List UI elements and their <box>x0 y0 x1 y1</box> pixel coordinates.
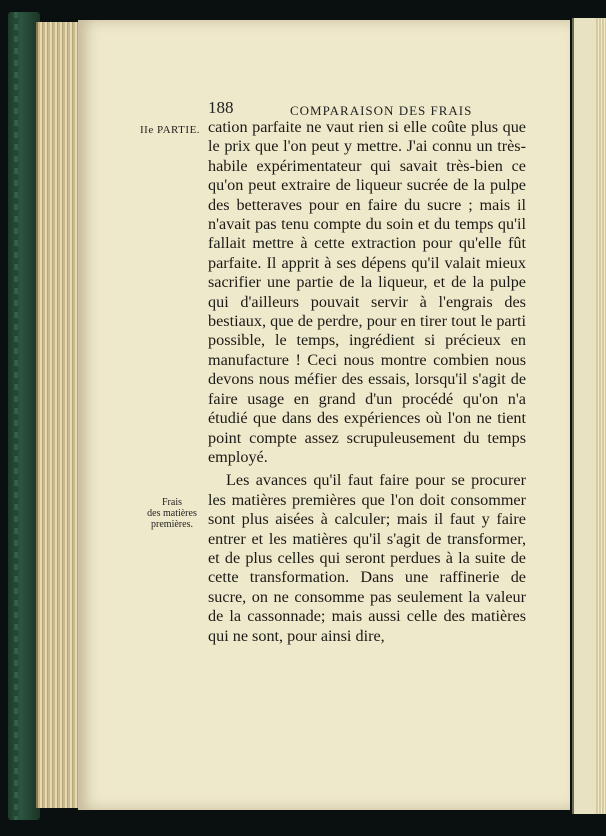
paragraph: Les avances qu'il faut faire pour se procurer les matières premières que l'on doit consommer sont plus aisées à calculer; mais il faut y faire entrer et les matières qu'il s'agit de transformer, et de plus celles qui seront perdues à la suite de cette transformation. Dans une raffinerie de sucre, on ne consomme pas seulement la valeur de la cassonnade; mais aussi celle des matières qui ne sont, pour ainsi dire, <box>208 471 526 645</box>
paragraph: cation parfaite ne vaut rien si elle coûte plus que le prix que l'on peut y mettre. J'ai connu un très-habile expérimentateur qui savait très-bien ce qu'on peut extraire de liqueur sucrée de la pulpe des betteraves pour en faire du sucre ; mais il n'avait pas tenu compte du soin et du temps qu'il fallait mettre à cette extraction pour qu'elle fût parfaite. Il apprit à ses dépens qu'il valait mieux sacrifier une partie de la liqueur, et de la pulpe qui d'ailleurs pouvait servir à l'engrais des bestiaux, que de perdre, pour en tirer tout le parti possible, le temps, ingrédient si précieux en manufacture ! Ceci nous montre combien nous devons nous méfier des essais, lorsqu'il s'agit de faire usage en grand d'un procédé qu'on n'a étudié que dans des expériences où l'on ne tient point compte assez scrupuleusement du temps employé. <box>208 118 526 466</box>
body-text <box>208 118 526 646</box>
running-head: COMPARAISON DES FRAIS <box>290 103 473 118</box>
margin-note-line: premières. <box>151 519 193 530</box>
page-number: 188 <box>208 98 234 117</box>
part-label: IIe PARTIE. <box>140 124 201 136</box>
page-edges <box>36 22 82 808</box>
margin-note <box>132 497 212 530</box>
facing-page-edge <box>596 18 606 814</box>
margin-note-line: Frais <box>162 497 182 508</box>
margin-note-line: des matières <box>147 508 197 519</box>
